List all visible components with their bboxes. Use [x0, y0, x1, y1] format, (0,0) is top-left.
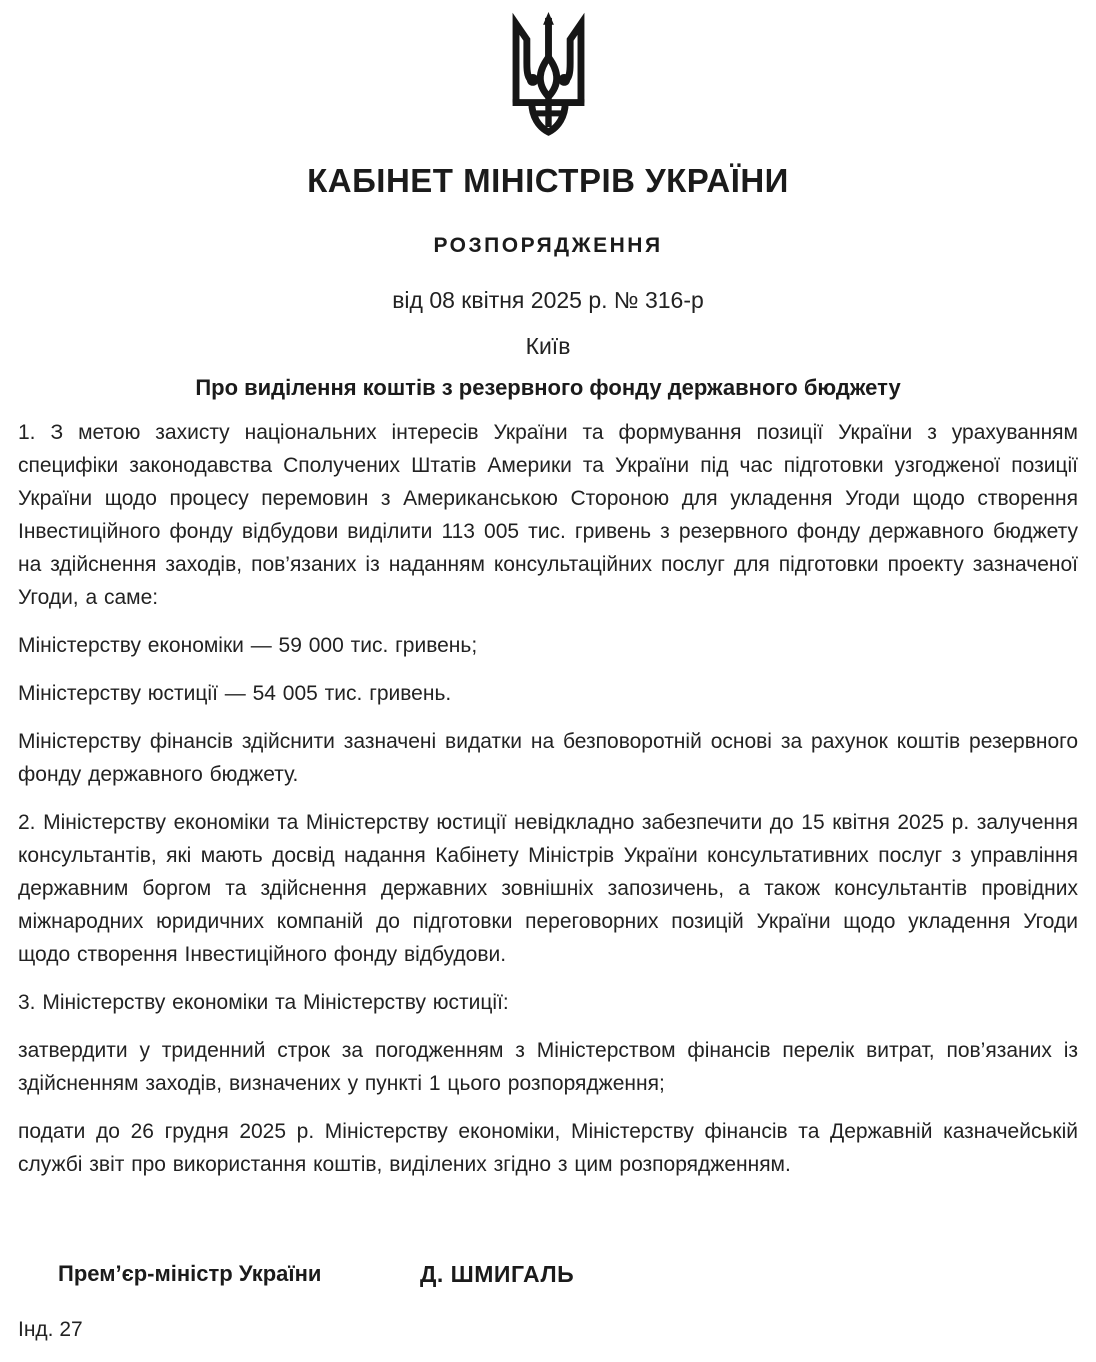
paragraph-3a-approve: затвердити у триденний строк за погодженням з Міністерством фінансів перелік витрат, пов’язаних із здійсненням заходів, визначених у пункті 1 цього розпорядження; — [18, 1039, 1078, 1095]
document-footer — [18, 1261, 1078, 1342]
paragraph-finance-instruction: Міністерству фінансів здійснити зазначені видатки на безповоротній основі за рахунок коштів резервного фонду державного бюджету. — [18, 730, 1078, 786]
paragraph-2: 2. Міністерству економіки та Міністерству юстиції невідкладно забезпечити до 15 квітня 2025 р. залучення консультантів, які мають досвід надання Кабінету Міністрів України консультативних послуг з управління державним боргом та здійснення державних зовнішніх запозичень, а також консультантів провідних міжнародних юридичних компаній до підготовки переговорних позицій України щодо укладення Угоди щодо створення Інвестиційного фонду відбудови. — [18, 811, 1078, 966]
signature-row — [18, 1261, 1078, 1291]
document-body — [18, 416, 1078, 1181]
city-line: Київ — [525, 333, 571, 359]
index-note: Інд. 27 — [18, 1318, 83, 1341]
paragraph-allocation-economy: Міністерству економіки — 59 000 тис. гривень; — [18, 634, 478, 657]
paragraph-1: 1. З метою захисту національних інтересів України та формування позиції України з урахуванням специфіки законодавства Сполучених Штатів Америки та України під час підготовки узгодженої позиції України щодо процесу перемовин з Американською Стороною для укладення Угоди щодо створення Інвестиційного фонду відбудови виділити 113 005 тис. гривень з резервного фонду державного бюджету на здійснення заходів, пов’язаних із наданням консультаційних послуг для підготовки проекту зазначеної Угоди, а саме: — [18, 421, 1078, 609]
emblem-container — [18, 0, 1078, 136]
paragraph-3b-report: подати до 26 грудня 2025 р. Міністерству економіки, Міністерству фінансів та Державній казначейській службі звіт про використання коштів, виділених згідно з цим розпорядженням. — [18, 1120, 1078, 1176]
date-number-line: від 08 квітня 2025 р. № 316-р — [392, 287, 704, 313]
signer-name: Д. ШМИГАЛЬ — [420, 1261, 575, 1287]
ukraine-trident-icon — [501, 12, 596, 136]
signer-position: Прем’єр-міністр України — [58, 1261, 322, 1286]
doc-type-heading: РОЗПОРЯДЖЕННЯ — [433, 234, 663, 257]
document-header — [18, 0, 1078, 401]
paragraph-3: 3. Міністерству економіки та Міністерству юстиції: — [18, 991, 509, 1014]
paragraph-allocation-justice: Міністерству юстиції — 54 005 тис. гривень. — [18, 682, 452, 705]
document-title: Про виділення коштів з резервного фонду державного бюджету — [195, 375, 901, 400]
org-name-heading: КАБІНЕТ МІНІСТРІВ УКРАЇНИ — [307, 162, 789, 199]
